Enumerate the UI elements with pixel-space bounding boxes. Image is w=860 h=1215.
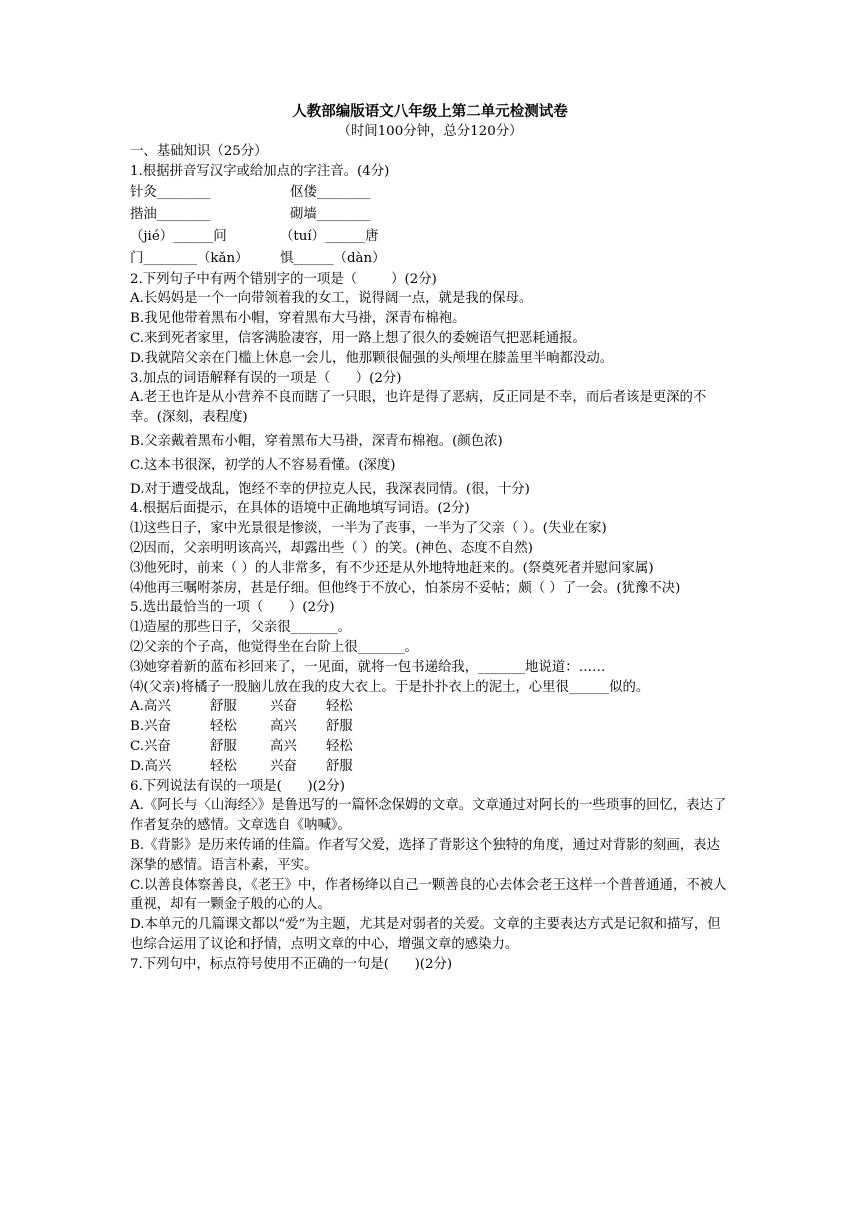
q1-pinyin-4: 惧______（dàn） [280, 250, 386, 266]
q2-option-c: C.来到死者家里，信客满脸凄容，用一路上想了很久的委婉语气把恶耗通报。 [130, 330, 586, 346]
exam-title: 人教部编版语文八年级上第二单元检测试卷 [292, 103, 568, 120]
q5-option-word: 轻松 [326, 699, 353, 715]
q5-option-c [130, 737, 730, 757]
question-7-stem: 7.下列句中，标点符号使用不正确的一句是( )(2分) [130, 956, 453, 972]
q1-item-1: 针灸________ [130, 184, 211, 200]
q1-row-1 [130, 182, 730, 204]
q2-option-b: B.我见他带着黑布小帽，穿着黑布大马褂，深青布棉袍。 [130, 311, 466, 327]
q5-option-word: 舒服 [326, 719, 353, 735]
q5-option-word: 轻松 [326, 738, 353, 754]
question-3-stem: 3.加点的词语解释有误的一项是（ ）(2分) [130, 370, 402, 386]
exam-subtitle: （时间100分钟，总分120分） [337, 124, 523, 139]
q2-option-d: D.我就陪父亲在门槛上休息一会儿，他那颗很倔强的头颅埋在膝盖里半晌都没动。 [130, 350, 614, 366]
q5-option-label: A.高兴 [130, 699, 171, 715]
q1-pinyin-3: 门________（kǎn） [130, 250, 249, 266]
q5-sentence-1: ⑴造屋的那些日子，父亲很_______。 [130, 620, 351, 636]
q6-option-b: B.《背影》是历来传诵的佳篇。作者写父爱，选择了背影这个独特的角度，通过对背影的刻画，表达深挚的感情。语言朴素，平实。 [130, 837, 720, 873]
question-1-stem: 1.根据拼音写汉字或给加点的字注音。(4分) [130, 163, 390, 179]
q5-sentence-3: ⑶她穿着新的蓝布衫回来了，一见面，就将一包书递给我，_______地说道：…… [130, 659, 606, 675]
q5-option-label: B.兴奋 [130, 719, 171, 735]
question-4-stem: 4.根据后面提示，在具体的语境中正确地填写词语。(2分) [130, 501, 470, 517]
q5-option-word: 高兴 [270, 738, 297, 754]
q4-sentence-4: ⑷他再三嘱咐茶房，甚是仔细。但他终于不放心，怕茶房不妥帖；颇（ ）了一会。(犹豫不决) [130, 580, 681, 596]
q1-row-4 [130, 248, 730, 270]
q1-pinyin-1: （jié）______问 [130, 228, 227, 244]
question-2-stem: 2.下列句子中有两个错别字的一项是（ ）(2分) [130, 271, 437, 287]
q5-option-a [130, 697, 730, 717]
q5-option-label: D.高兴 [130, 758, 172, 774]
q3-option-a: A.老王也许是从小营养不良而瞎了一只眼，也许是得了恶病，反正同是不幸，而后者该是更深的不幸。(深刻，表程度) [130, 390, 707, 426]
q5-option-word: 舒服 [210, 699, 237, 715]
q5-option-label: C.兴奋 [130, 738, 171, 754]
q1-item-4: 砌墙________ [290, 206, 371, 222]
q3-option-d: D.对于遭受战乱，饱经不幸的伊拉克人民，我深表同情。(很，十分) [130, 481, 530, 497]
question-6-stem: 6.下列说法有误的一项是( )(2分) [130, 778, 346, 794]
q1-row-2 [130, 204, 730, 226]
q6-option-c: C.以善良体察善良，《老王》中，作者杨绛以自己一颗善良的心去体会老王这样一个普普通通，不被人重视，却有一颗金子般的心的人。 [130, 877, 727, 913]
q4-sentence-1: ⑴这些日子，家中光景很是惨淡，一半为了丧事，一半为了父亲（ ）。(失业在家) [130, 521, 607, 537]
q6-option-d: D.本单元的几篇课文都以“爱”为主题，尤其是对弱者的关爱。文章的主要表达方式是记叙和描写，但也综合运用了议论和抒情，点明文章的中心，增强文章的感染力。 [130, 917, 721, 952]
q6-option-a: A.《阿长与〈山海经〉》是鲁迅写的一篇怀念保姆的文章。文章通过对阿长的一些琐事的回忆，表达了作者复杂的感情。文章选自《呐喊》。 [130, 798, 727, 834]
q4-sentence-2: ⑵因而，父亲明明该高兴，却露出些（ ）的笑。(神色、态度不自然) [130, 540, 534, 556]
q1-item-3: 揩油________ [130, 206, 211, 222]
q2-option-a: A.长妈妈是一个一向带领着我的女工，说得阔一点，就是我的保母。 [130, 291, 533, 307]
q1-pinyin-2: （tuí）______唐 [280, 228, 379, 244]
question-5-stem: 5.选出最恰当的一项（ ）(2分) [130, 600, 335, 616]
q4-sentence-3: ⑶他死时，前来（ ）的人非常多，有不少还是从外地特地赶来的。(祭奠死者并慰问家属) [130, 560, 654, 576]
q3-option-b: B.父亲戴着黑布小帽，穿着黑布大马褂，深青布棉袍。(颜色浓) [130, 433, 503, 449]
q5-option-word: 兴奋 [270, 758, 297, 774]
q5-option-word: 兴奋 [270, 699, 297, 715]
q5-option-b [130, 717, 730, 737]
q3-option-c: C.这本书很深，初学的人不容易看懂。(深度) [130, 457, 396, 473]
q5-option-word: 高兴 [270, 719, 297, 735]
q5-option-d [130, 757, 730, 777]
q5-option-word: 舒服 [326, 758, 353, 774]
section-heading: 一、基础知识（25分） [130, 144, 268, 159]
q5-sentence-2: ⑵父亲的个子高，他觉得坐在台阶上很_______。 [130, 639, 418, 655]
q5-option-word: 轻松 [210, 758, 237, 774]
q5-option-word: 舒服 [210, 738, 237, 754]
q1-item-2: 伛偻________ [290, 184, 371, 200]
q1-row-3 [130, 226, 730, 248]
q5-option-word: 轻松 [210, 719, 237, 735]
exam-page [130, 102, 730, 974]
q5-sentence-4: ⑷(父亲)将橘子一股脑儿放在我的皮大衣上。于是扑扑衣上的泥土，心里很______似的。 [130, 679, 650, 695]
